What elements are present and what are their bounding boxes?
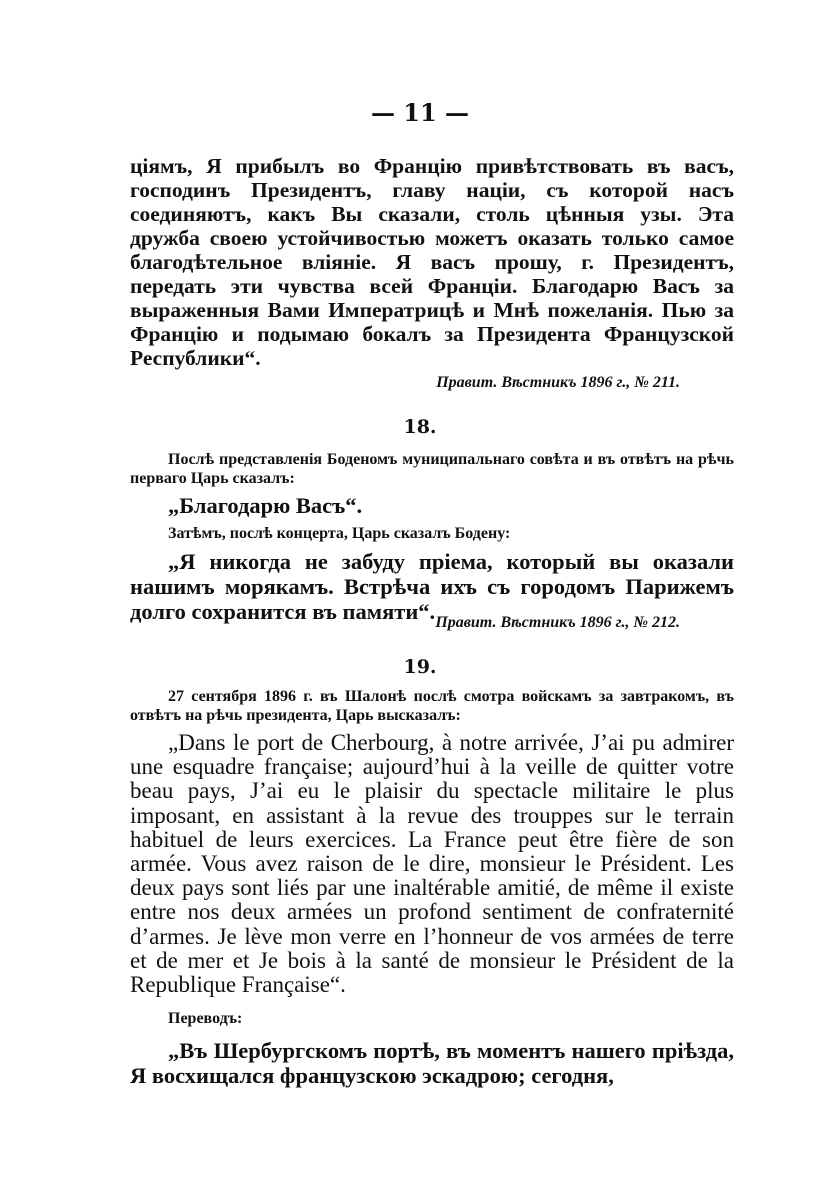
section-19-body [130, 687, 734, 1088]
citation-17: Правит. Вѣстникъ 1896 г., № 211. [436, 374, 680, 391]
section-18-intro2: Затѣмъ, послѣ концерта, Царь сказалъ Бодену: [168, 525, 511, 542]
section-17-body [130, 154, 734, 370]
translation-label: Переводъ: [168, 1010, 243, 1028]
citation-18: Правит. Вѣстникъ 1896 г., № 212. [435, 614, 680, 631]
section-19-translation: „Въ Шербургскомъ портѣ, въ моментъ нашего пріѣзда, Я восхищался французскою эскадрою; сегодня, [130, 1038, 734, 1089]
section-19-number: 19. [403, 656, 437, 678]
section-18-quote2: „Я никогда не забуду пріема, который вы оказали нашимъ морякамъ. Встрѣча ихъ съ городомъ Парижемъ долго сохранится въ памяти“. [130, 549, 734, 624]
section-19-intro: 27 сентября 1896 г. въ Шалонѣ послѣ смотра войскамъ за завтракомъ, въ отвѣтъ на рѣчь президента, Царь высказалъ: [130, 688, 734, 724]
section-18-number: 18. [403, 416, 437, 438]
section-18-intro: Послѣ представленія Боденомъ муниципальнаго совѣта и въ отвѣтъ на рѣчь перваго Царь сказалъ: [130, 451, 734, 487]
section-18-body [130, 450, 734, 624]
page-number: — 11 — [370, 98, 470, 127]
section-17-paragraph: ціямъ, Я прибылъ во Францію привѣтствовать въ васъ, господинъ Президентъ, главу націи, съ которой насъ соединяютъ, какъ Вы сказали, столь цѣнныя узы. Эта дружба своею устойчивостью можетъ оказать только самое благодѣтельное вліяніе. Я васъ прошу, г. Президентъ, передать эти чувства всей Франціи. Благодарю Васъ за выраженныя Вами Императрицѣ и Мнѣ пожеланія. Пью за Францію и подымаю бокалъ за Президента Французской Республики“. [130, 154, 734, 370]
section-19-french-speech: „Dans le port de Cherbourg, à notre arrivée, J’ai pu admirer une esquadre française; aujourd’hui à la veille de quitter votre beau pays, J’ai eu le plaisir du spectacle militaire le plus imposant, en assistant à la revue des trouppes sur le terrain habituel de leurs exercices. La France peut être fière de son armée. Vous avez raison de le dire, monsieur le Président. Les deux pays sont liés par une inaltérable amitié, de même il existe entre nos deux armées un profond sentiment de confraternité d’armes. Je lève mon verre en l’honneur de vos armées de terre et de mer et Je bois à la santé de monsieur le Président de la Republique Française“. [130, 730, 734, 998]
section-18-quote1: „Благодарю Васъ“. [168, 493, 363, 518]
